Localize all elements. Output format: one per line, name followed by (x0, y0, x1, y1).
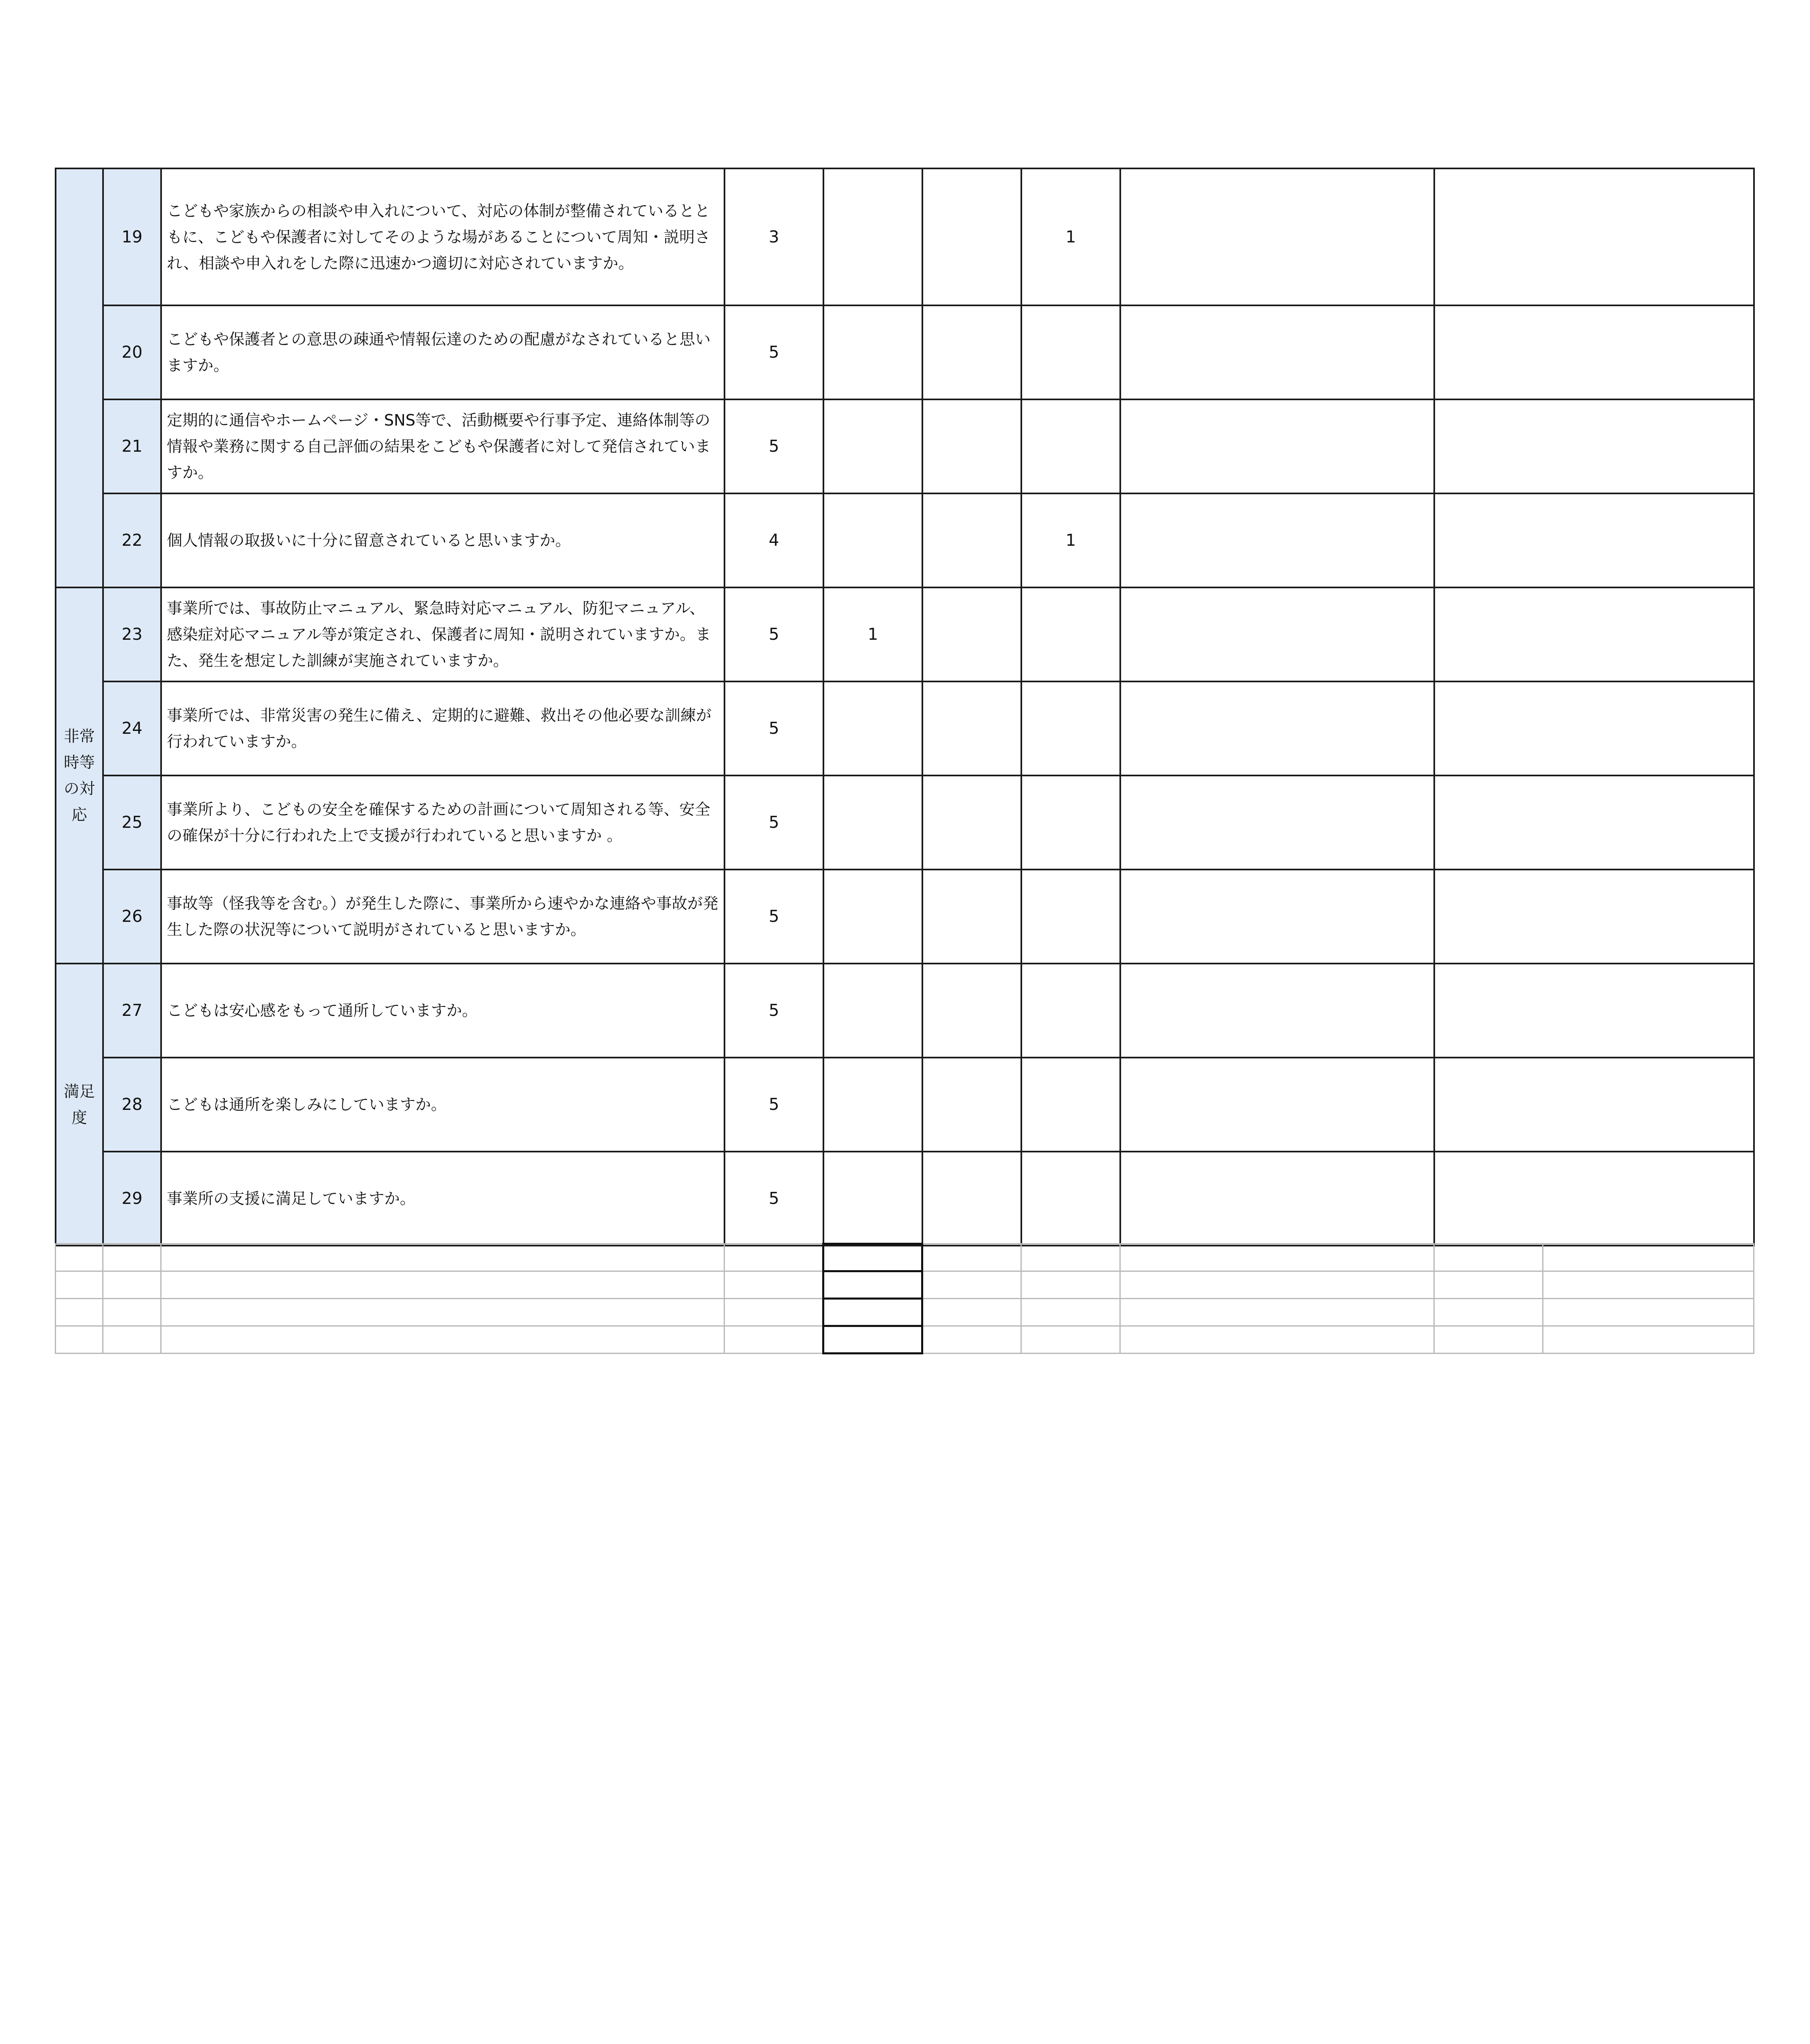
empty-cell (1434, 1271, 1543, 1299)
question-number: 29 (103, 1152, 161, 1246)
empty-cell (56, 1271, 103, 1299)
answer-count-col4 (1021, 305, 1120, 399)
answer-count-col1: 5 (724, 587, 823, 681)
table-row (56, 587, 1754, 681)
category-label-line: 応 (71, 806, 87, 824)
empty-cell (1543, 1271, 1754, 1299)
answer-count-col1: 5 (724, 681, 823, 775)
empty-cell (823, 1326, 922, 1354)
answer-count-col3 (922, 168, 1021, 305)
empty-cell (1021, 1271, 1120, 1299)
answer-count-col4: 1 (1021, 168, 1120, 305)
answer-count-col2: 1 (823, 587, 922, 681)
empty-cell (103, 1244, 161, 1271)
answer-count-col2 (823, 964, 922, 1058)
answer-count-col4 (1021, 870, 1120, 964)
empty-cell (1543, 1326, 1754, 1354)
response-cell (1434, 775, 1754, 870)
answer-count-col1: 5 (724, 870, 823, 964)
category-label-line: 非常 (63, 727, 95, 745)
response-cell (1434, 870, 1754, 964)
answer-count-col4 (1021, 587, 1120, 681)
answer-count-col3 (922, 775, 1021, 870)
empty-cell (1120, 1271, 1434, 1299)
comment-cell (1120, 681, 1434, 775)
empty-cell (1120, 1326, 1434, 1354)
empty-grid-rows (55, 1243, 1754, 1354)
empty-cell (823, 1244, 922, 1271)
table-row (56, 305, 1754, 399)
question-number: 28 (103, 1058, 161, 1152)
response-cell (1434, 587, 1754, 681)
empty-cell (1120, 1299, 1434, 1326)
empty-cell (103, 1326, 161, 1354)
category-label-line: 時等 (63, 753, 95, 771)
answer-count-col4 (1021, 964, 1120, 1058)
empty-cell (1434, 1299, 1543, 1326)
empty-row (56, 1299, 1754, 1326)
empty-cell (922, 1326, 1021, 1354)
question-text: 事業所では、非常災害の発生に備え、定期的に避難、救出その他必要な訓練が行われていますか。 (161, 681, 724, 775)
answer-count-col3 (922, 1058, 1021, 1152)
question-number: 19 (103, 168, 161, 305)
empty-cell (1543, 1244, 1754, 1271)
empty-cell (1021, 1326, 1120, 1354)
comment-cell (1120, 168, 1434, 305)
category-cell-continued (56, 168, 103, 587)
comment-cell (1120, 493, 1434, 587)
answer-count-col2 (823, 681, 922, 775)
table-row (56, 870, 1754, 964)
answer-count-col3 (922, 399, 1021, 493)
question-number: 21 (103, 399, 161, 493)
answer-count-col4 (1021, 399, 1120, 493)
empty-cell (161, 1244, 724, 1271)
answer-count-col1: 5 (724, 775, 823, 870)
question-number: 23 (103, 587, 161, 681)
empty-cell (823, 1299, 922, 1326)
answer-count-col1: 5 (724, 1152, 823, 1246)
question-number: 22 (103, 493, 161, 587)
table-row (56, 1058, 1754, 1152)
category-label-line: 満足 (63, 1083, 95, 1100)
answer-count-col1: 4 (724, 493, 823, 587)
empty-cell (56, 1244, 103, 1271)
question-text: 事業所より、こどもの安全を確保するための計画について周知される等、安全の確保が十分に行われた上で支援が行われていると思いますか 。 (161, 775, 724, 870)
empty-cell (724, 1271, 823, 1299)
answer-count-col3 (922, 305, 1021, 399)
empty-cell (922, 1271, 1021, 1299)
comment-cell (1120, 399, 1434, 493)
answer-count-col2 (823, 870, 922, 964)
answer-count-col3 (922, 964, 1021, 1058)
response-cell (1434, 305, 1754, 399)
empty-cell (56, 1326, 103, 1354)
response-cell (1434, 1058, 1754, 1152)
answer-count-col2 (823, 1152, 922, 1246)
question-number: 27 (103, 964, 161, 1058)
answer-count-col1: 5 (724, 399, 823, 493)
response-cell (1434, 168, 1754, 305)
empty-cell (1543, 1299, 1754, 1326)
category-cell-satisfaction (56, 964, 103, 1246)
question-number: 26 (103, 870, 161, 964)
answer-count-col3 (922, 681, 1021, 775)
table-row (56, 493, 1754, 587)
answer-count-col4 (1021, 775, 1120, 870)
survey-table (55, 168, 1755, 1246)
answer-count-col3 (922, 493, 1021, 587)
answer-count-col1: 5 (724, 305, 823, 399)
comment-cell (1120, 1058, 1434, 1152)
question-text: こどもは安心感をもって通所していますか。 (161, 964, 724, 1058)
answer-count-col2 (823, 399, 922, 493)
answer-count-col2 (823, 168, 922, 305)
empty-cell (56, 1299, 103, 1326)
empty-row (56, 1271, 1754, 1299)
empty-cell (724, 1299, 823, 1326)
category-label-line: の対 (63, 780, 95, 798)
question-text: こどもや家族からの相談や申入れについて、対応の体制が整備されているとともに、こどもや保護者に対してそのような場があることについて周知・説明され、相談や申入れをした際に迅速かつ適切に対応されていますか。 (161, 168, 724, 305)
question-number: 20 (103, 305, 161, 399)
empty-cell (161, 1271, 724, 1299)
answer-count-col4 (1021, 1058, 1120, 1152)
empty-cell (103, 1271, 161, 1299)
empty-cell (922, 1244, 1021, 1271)
answer-count-col2 (823, 1058, 922, 1152)
answer-count-col4 (1021, 1152, 1120, 1246)
response-cell (1434, 964, 1754, 1058)
empty-row (56, 1244, 1754, 1271)
empty-row (56, 1326, 1754, 1354)
question-text: 個人情報の取扱いに十分に留意されていると思いますか。 (161, 493, 724, 587)
answer-count-col4 (1021, 681, 1120, 775)
question-text: 事業所の支援に満足していますか。 (161, 1152, 724, 1246)
response-cell (1434, 399, 1754, 493)
comment-cell (1120, 964, 1434, 1058)
empty-cell (724, 1244, 823, 1271)
comment-cell (1120, 305, 1434, 399)
comment-cell (1120, 775, 1434, 870)
table-row (56, 681, 1754, 775)
category-label-line: 度 (71, 1109, 87, 1127)
question-number: 24 (103, 681, 161, 775)
response-cell (1434, 681, 1754, 775)
table-row (56, 168, 1754, 305)
response-cell (1434, 1152, 1754, 1246)
answer-count-col3 (922, 587, 1021, 681)
answer-count-col3 (922, 870, 1021, 964)
empty-cell (161, 1326, 724, 1354)
empty-cell (1120, 1244, 1434, 1271)
answer-count-col1: 5 (724, 964, 823, 1058)
answer-count-col4: 1 (1021, 493, 1120, 587)
empty-cell (1434, 1326, 1543, 1354)
empty-cell (161, 1299, 724, 1326)
empty-cell (1434, 1244, 1543, 1271)
comment-cell (1120, 587, 1434, 681)
category-cell-emergency (56, 587, 103, 964)
answer-count-col3 (922, 1152, 1021, 1246)
question-text: 定期的に通信やホームページ・SNS等で、活動概要や行事予定、連絡体制等の情報や業務に関する自己評価の結果をこどもや保護者に対して発信されていますか。 (161, 399, 724, 493)
answer-count-col2 (823, 493, 922, 587)
response-cell (1434, 493, 1754, 587)
answer-count-col1: 5 (724, 1058, 823, 1152)
empty-cell (103, 1299, 161, 1326)
answer-count-col2 (823, 305, 922, 399)
question-text: こどもや保護者との意思の疎通や情報伝達のための配慮がなされていると思いますか。 (161, 305, 724, 399)
question-number: 25 (103, 775, 161, 870)
comment-cell (1120, 1152, 1434, 1246)
empty-cell (724, 1326, 823, 1354)
empty-cell (1021, 1244, 1120, 1271)
table-row (56, 399, 1754, 493)
empty-cell (922, 1299, 1021, 1326)
question-text: 事業所では、事故防止マニュアル、緊急時対応マニュアル、防犯マニュアル、感染症対応マニュアル等が策定され、保護者に周知・説明されていますか。また、発生を想定した訓練が実施されていますか。 (161, 587, 724, 681)
question-text: 事故等（怪我等を含む。）が発生した際に、事業所から速やかな連絡や事故が発生した際の状況等について説明がされていると思いますか。 (161, 870, 724, 964)
question-text: こどもは通所を楽しみにしていますか。 (161, 1058, 724, 1152)
answer-count-col2 (823, 775, 922, 870)
table-row (56, 1152, 1754, 1246)
table-row (56, 964, 1754, 1058)
empty-cell (823, 1271, 922, 1299)
answer-count-col1: 3 (724, 168, 823, 305)
comment-cell (1120, 870, 1434, 964)
table-row (56, 775, 1754, 870)
empty-cell (1021, 1299, 1120, 1326)
